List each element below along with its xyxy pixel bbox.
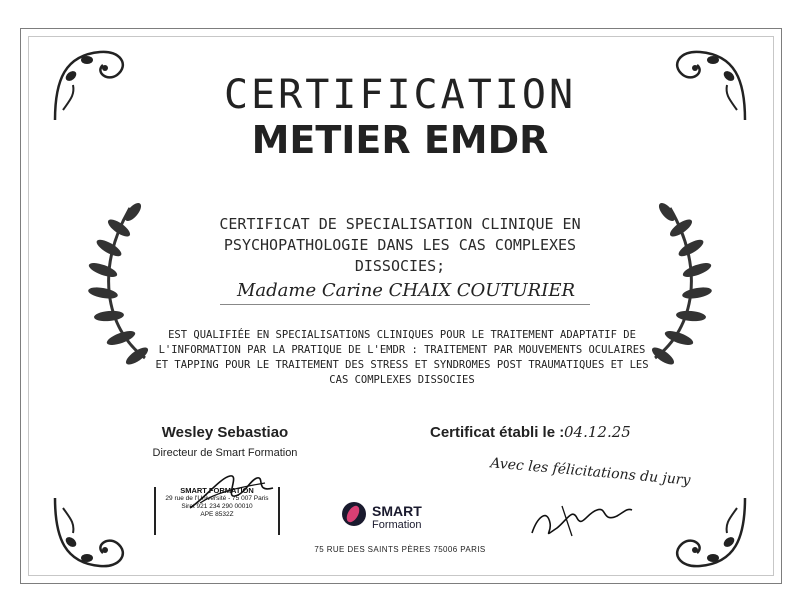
stamp-address: 29 rue de l'Université - 75 007 Paris	[165, 495, 269, 502]
jury-note: Avec les félicitations du jury	[489, 455, 692, 489]
stamp-ape: APE 8532Z	[200, 511, 234, 518]
logo-word-formation: Formation	[372, 519, 422, 531]
stamp-company-name: SMART FORMATION	[180, 486, 254, 495]
recipient-name: Madame Carine CHAIX COUTURIER	[236, 280, 576, 301]
certificate-subtitle: CERTIFICAT DE SPECIALISATION CLINIQUE EN PSYCHOPATHOLOGIE DANS LES CAS COMPLEXES DISSOCIES;	[219, 215, 581, 275]
certificate-title: CERTIFICATION	[223, 72, 577, 118]
signatory-name: Wesley Sebastiao	[161, 424, 289, 441]
stamp-siret: Siret 921 234 290 00010	[181, 503, 253, 510]
corner-ornament-bottom-right	[660, 488, 755, 578]
signatory-role: Directeur de Smart Formation	[152, 447, 298, 459]
footer-address: 75 RUE DES SAINTS PÈRES 75006 PARIS	[314, 545, 486, 554]
certificate-title-secondary: METIER EMDR	[251, 118, 549, 162]
qualification-text: EST QUALIFIÉE EN SPECIALISATIONS CLINIQUES POUR LE TRAITEMENT ADAPTATIF DE L'INFORMATION PAR LA PRATIQUE DE L'EMDR : TRAITEMENT PAR MOUVEMENTS OCULAIRES ET TAPPING POUR LE TRAITEMENT DES STRESS ET SYNDROMES POST TRAUMATIQUES ET LES CAS COMPLEXES DISSOCIES	[155, 329, 649, 386]
director-signature	[185, 468, 280, 516]
logo-word-smart: SMART	[372, 503, 422, 519]
smart-formation-logo-icon	[342, 502, 366, 526]
jury-signature	[522, 488, 642, 543]
corner-ornament-bottom-left	[45, 488, 140, 578]
issue-date-label: Certificat établi le :	[430, 424, 565, 441]
issue-date-value: 04.12.25	[564, 423, 631, 441]
recipient-underline	[220, 304, 590, 305]
